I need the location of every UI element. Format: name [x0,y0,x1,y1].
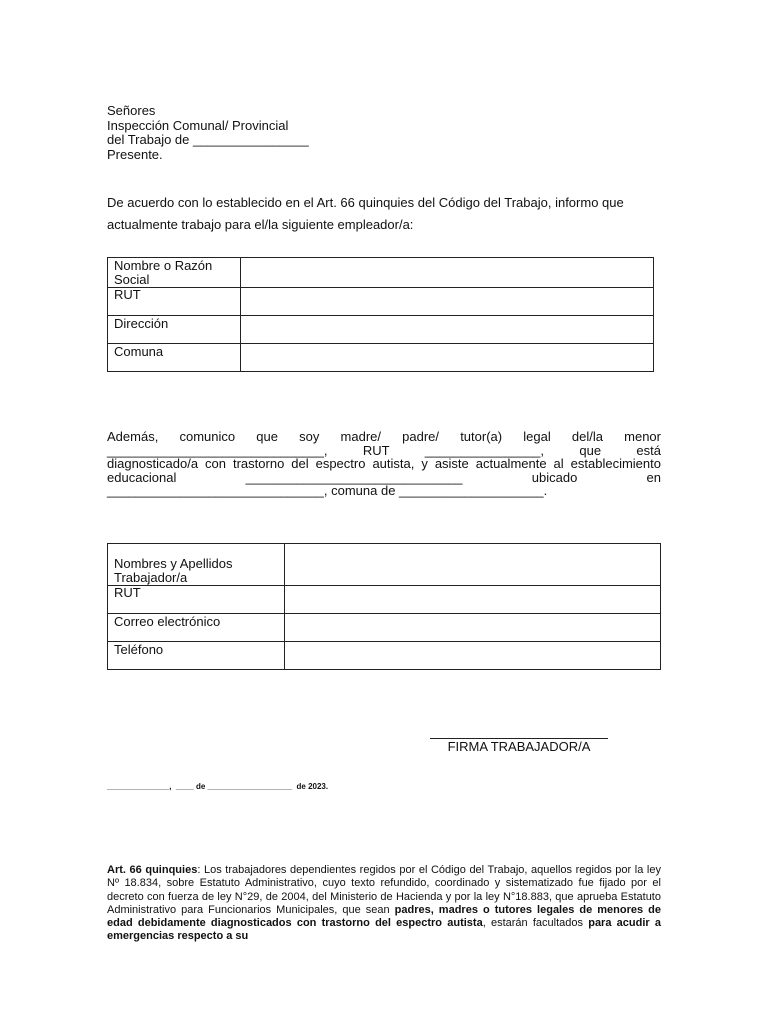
table-row [108,642,661,670]
address-line: Presente. [107,146,163,162]
employer-address-label: Dirección [108,316,241,344]
worker-phone-label: Teléfono [108,642,285,670]
employer-commune-label: Comuna [108,344,241,372]
signature-label: FIRMA TRABAJADOR/A [447,739,591,754]
worker-phone-field[interactable] [285,642,661,670]
employer-commune-field[interactable] [241,344,654,372]
statement-line: educacional ______________________________ ubicado en [107,469,661,485]
address-line: Señores [107,103,156,118]
statement-line: diagnosticado/a con trastorno del espectro autista, y asiste actualmente al establecimiento [107,456,661,471]
table-row [108,288,654,316]
legal-article [107,864,661,944]
statement-paragraph [107,430,661,498]
table-row [108,544,661,586]
employer-address-field[interactable] [241,316,654,344]
intro-paragraph: De acuerdo con lo establecido en el Art. 66 quinquies del Código del Trabajo, informo que actualmente trabajo para el/la siguiente empleador/a: [107,195,624,232]
address-line: del Trabajo de ________________ [107,132,309,147]
table-row [108,258,654,288]
worker-name-field[interactable] [285,544,661,586]
worker-email-field[interactable] [285,614,661,642]
employer-rut-field[interactable] [241,288,654,316]
article-text: : Los trabajadores dependientes regidos por el Código del Trabajo, aquellos regidos por la ley Nº 18.834, sobre Estatuto Administrativo, cuyo texto refundido, coordinado y sistematizado fue fijado por el decreto con fuerza de ley N°29, de 2004, del Ministerio de Hacienda y por la ley N°18.883, que aprueba Estatuto Administrativo para Funcionarios Municipales, que sean [107,864,661,916]
table-row [108,344,654,372]
employer-table [107,257,654,372]
statement-line: Además, comunico que soy madre/ padre/ tutor(a) legal del/la menor [107,429,661,444]
article-heading: Art. 66 quinquies [107,864,198,876]
employer-rut-label: RUT [108,288,241,316]
worker-rut-label: RUT [108,586,285,614]
recipient-address [107,104,309,162]
employer-name-label: Nombre o Razón Social [108,258,241,288]
worker-rut-field[interactable] [285,586,661,614]
address-line: Inspección Comunal/ Provincial [107,117,289,133]
worker-email-label: Correo electrónico [108,614,285,642]
article-bold-text: para acudir a emergencias respecto a su [107,917,661,943]
table-row [108,316,654,344]
employer-name-field[interactable] [241,258,654,288]
worker-name-label: Nombres y Apellidos Trabajador/a [108,544,285,586]
table-row [108,586,661,614]
worker-table [107,543,661,670]
date-line: ______________, ____ de ___________________ de 2023. [107,782,329,791]
signature-line[interactable] [430,724,608,739]
statement-line: ______________________________, RUT ________________, que está [107,442,661,458]
signature-block [430,724,608,754]
article-bold-text: padres, madres o tutores legales de menores de edad debidamente diagnosticados con trastorno del espectro autista [107,903,661,930]
statement-line: ______________________________, comuna de ____________________. [107,483,548,498]
article-text: , estarán facultados [482,917,589,930]
table-row [108,614,661,642]
